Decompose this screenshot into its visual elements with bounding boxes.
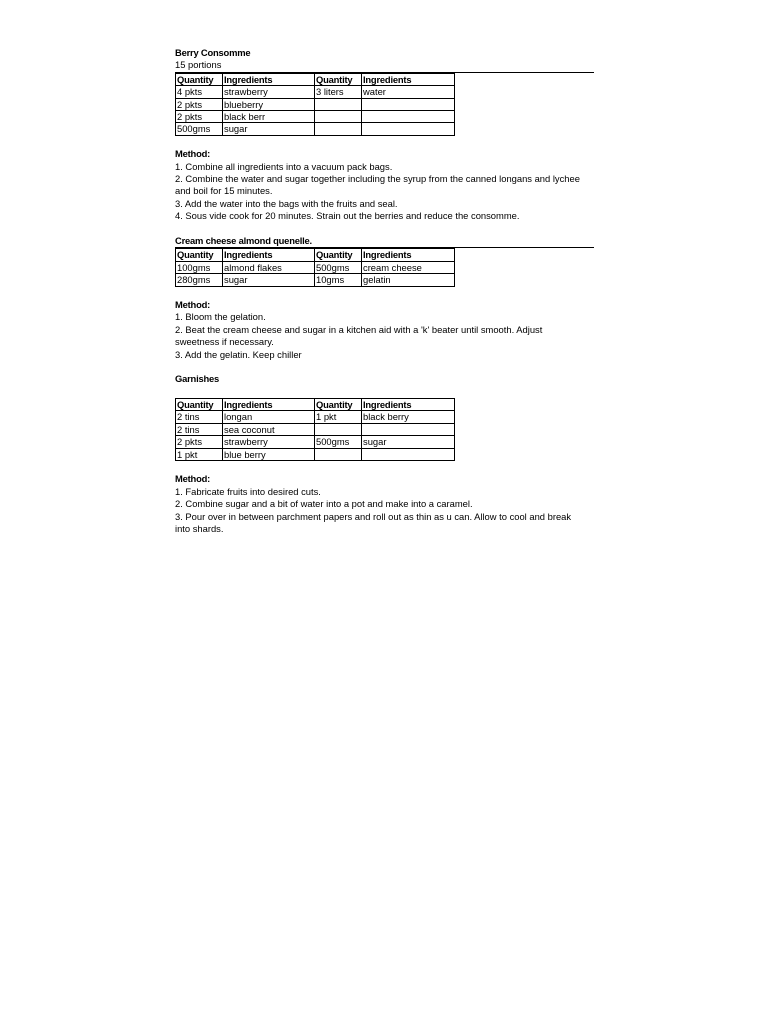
method-step: 2. Combine the water and sugar together including the syrup from the canned longans and lychee	[175, 172, 580, 184]
method-step: 3. Add the gelatin. Keep chiller	[175, 348, 302, 360]
table-cell: water	[362, 86, 455, 98]
method-label: Method:	[175, 473, 211, 485]
method-step: into shards.	[175, 523, 224, 535]
table-cell: 1 pkt	[315, 411, 362, 423]
table-cell: longan	[223, 411, 315, 423]
recipe-sheet	[175, 47, 594, 535]
method-step: and boil for 15 minutes.	[175, 185, 273, 197]
column-header: Ingredients	[362, 249, 455, 261]
table-cell: 1 pkt	[176, 448, 223, 460]
table-row	[176, 423, 455, 435]
column-header: Quantity	[176, 399, 223, 411]
ingredients-table	[175, 248, 455, 286]
table-cell	[315, 423, 362, 435]
table-cell: sugar	[223, 274, 315, 286]
column-header: Ingredients	[223, 249, 315, 261]
table-cell	[362, 423, 455, 435]
column-header: Quantity	[315, 249, 362, 261]
table-cell: 2 tins	[176, 411, 223, 423]
column-header: Quantity	[315, 399, 362, 411]
table-cell: black berr	[223, 111, 315, 123]
table-row	[176, 98, 455, 110]
ingredients-table	[175, 398, 455, 461]
method-step: 3. Add the water into the bags with the fruits and seal.	[175, 197, 398, 209]
table-cell: gelatin	[362, 274, 455, 286]
table-cell: 500gms	[176, 123, 223, 135]
table-cell	[315, 111, 362, 123]
method-label: Method:	[175, 298, 211, 310]
table-cell: 10gms	[315, 274, 362, 286]
method-section	[175, 473, 594, 535]
table-row	[176, 261, 455, 273]
method-step: 1. Fabricate fruits into desired cuts.	[175, 485, 321, 497]
table-cell: strawberry	[223, 86, 315, 98]
table-row	[176, 111, 455, 123]
table-cell: strawberry	[223, 436, 315, 448]
table-header-row	[176, 73, 455, 85]
column-header: Ingredients	[223, 73, 315, 85]
table-cell: 3 liters	[315, 86, 362, 98]
recipe-title: Cream cheese almond quenelle.	[175, 235, 594, 248]
column-header: Quantity	[176, 73, 223, 85]
table-cell: black berry	[362, 411, 455, 423]
table-cell	[315, 448, 362, 460]
table-cell: 2 pkts	[176, 111, 223, 123]
table-cell: sea coconut	[223, 423, 315, 435]
method-step: 3. Pour over in between parchment papers and roll out as thin as u can. Allow to cool and break	[175, 510, 572, 522]
table-cell: blueberry	[223, 98, 315, 110]
table-header-row	[176, 249, 455, 261]
table-cell: 4 pkts	[176, 86, 223, 98]
table-cell	[315, 98, 362, 110]
ingredients-table	[175, 73, 455, 136]
table-cell: sugar	[223, 123, 315, 135]
table-row	[176, 86, 455, 98]
table-cell: blue berry	[223, 448, 315, 460]
table-cell: 2 pkts	[176, 436, 223, 448]
column-header: Ingredients	[362, 73, 455, 85]
method-step: 1. Combine all ingredients into a vacuum pack bags.	[175, 160, 393, 172]
method-step: 2. Beat the cream cheese and sugar in a kitchen aid with a 'k' beater until smooth. Adjust	[175, 323, 543, 335]
table-cell	[362, 448, 455, 460]
table-cell: sugar	[362, 436, 455, 448]
table-cell	[362, 98, 455, 110]
table-cell: 2 tins	[176, 423, 223, 435]
method-step: 4. Sous vide cook for 20 minutes. Strain out the berries and reduce the consomme.	[175, 210, 520, 222]
table-row	[176, 411, 455, 423]
table-cell	[362, 111, 455, 123]
method-step: 1. Bloom the gelation.	[175, 311, 266, 323]
table-row	[176, 123, 455, 135]
column-header: Ingredients	[223, 399, 315, 411]
recipe-title: Berry Consomme	[175, 47, 251, 58]
column-header: Ingredients	[362, 399, 455, 411]
table-row	[176, 436, 455, 448]
portions-label: 15 portions	[175, 59, 594, 72]
table-cell: almond flakes	[223, 261, 315, 273]
column-header: Quantity	[176, 249, 223, 261]
table-cell	[362, 123, 455, 135]
table-cell	[315, 123, 362, 135]
method-step: sweetness if necessary.	[175, 336, 274, 348]
table-cell: cream cheese	[362, 261, 455, 273]
table-row	[176, 274, 455, 286]
method-step: 2. Combine sugar and a bit of water into a pot and make into a caramel.	[175, 498, 473, 510]
recipe-title: Garnishes	[175, 373, 220, 385]
table-cell: 500gms	[315, 436, 362, 448]
column-header: Quantity	[315, 73, 362, 85]
table-cell: 280gms	[176, 274, 223, 286]
table-cell: 100gms	[176, 261, 223, 273]
table-cell: 2 pkts	[176, 98, 223, 110]
table-header-row	[176, 399, 455, 411]
method-section	[175, 148, 594, 222]
method-section	[175, 299, 594, 361]
table-cell: 500gms	[315, 261, 362, 273]
method-label: Method:	[175, 148, 211, 160]
table-row	[176, 448, 455, 460]
